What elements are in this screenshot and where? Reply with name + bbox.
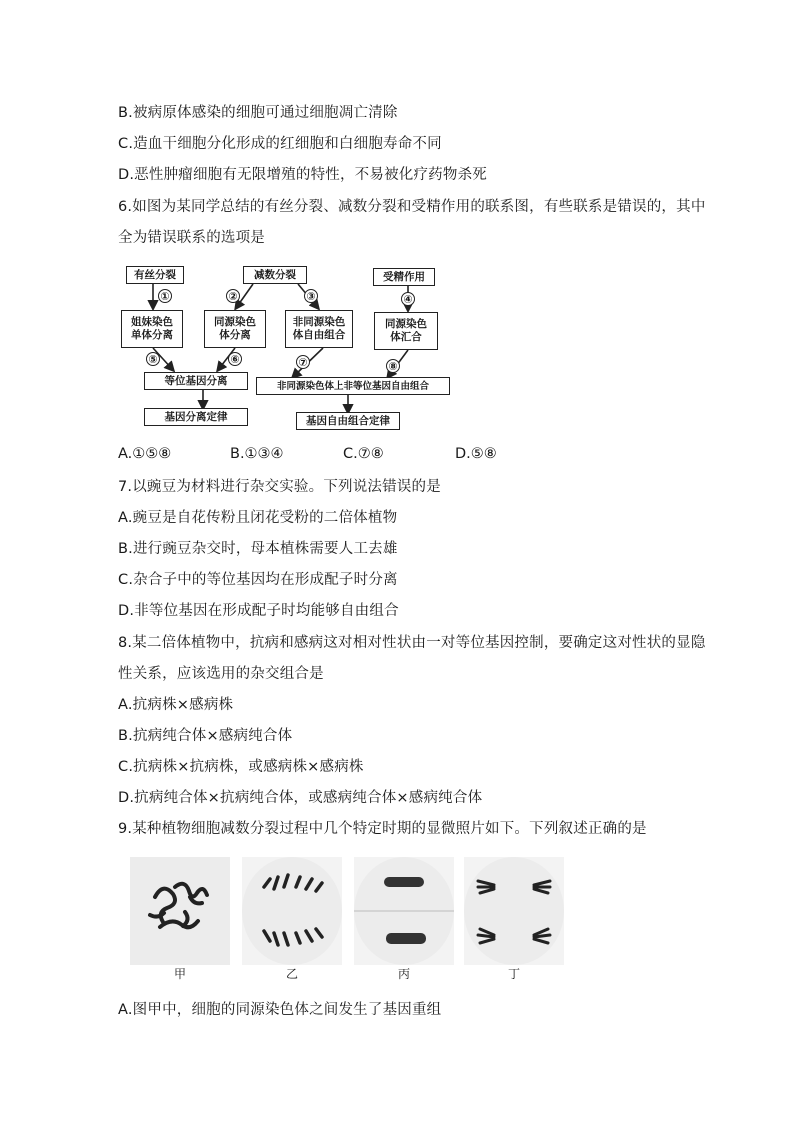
q8-option-c: C.抗病株×抗病株，或感病株×感病株	[118, 759, 364, 775]
meiosis-micrographs	[130, 857, 562, 979]
q6-option-d: D.⑤⑧	[455, 446, 497, 462]
q6-option-a: A.①⑤⑧	[118, 446, 172, 462]
q8-option-b: B.抗病纯合体×感病纯合体	[118, 728, 293, 744]
q6-stem-line1: 6.如图为某同学总结的有丝分裂、减数分裂和受精作用的联系图，有些联系是错误的，其中	[118, 199, 706, 215]
nonallele-combination-box: 非同源染色体上非等位基因自由组合	[256, 377, 450, 395]
micrograph-ding	[464, 857, 564, 965]
chromosome-tangle-image	[130, 857, 230, 965]
q8-stem-line2: 性关系，应该选用的杂交组合是	[118, 666, 324, 682]
caption-bing: 丙	[397, 967, 410, 981]
micrograph-yi	[242, 857, 342, 965]
law-of-segregation-box: 基因分离定律	[144, 408, 248, 426]
homolog-separation-box: 同源染色 体分离	[204, 310, 266, 348]
marker-7: ⑦	[296, 355, 310, 369]
q5-option-c: C.造血干细胞分化形成的红细胞和白细胞寿命不同	[118, 136, 442, 152]
marker-5: ⑤	[146, 352, 160, 366]
marker-2: ②	[226, 289, 240, 303]
marker-3: ③	[304, 289, 318, 303]
caption-yi: 乙	[285, 967, 298, 981]
fertilization-box: 受精作用	[373, 268, 435, 286]
mitosis-box: 有丝分裂	[126, 266, 184, 284]
meiosis-box: 减数分裂	[243, 266, 307, 284]
q7-stem: 7.以豌豆为材料进行杂交实验。下列说法错误的是	[118, 479, 441, 495]
q6-stem-line2: 全为错误联系的选项是	[118, 230, 265, 246]
homolog-joining-box: 同源染色 体汇合	[374, 312, 438, 350]
q8-option-a: A.抗病株×感病株	[118, 697, 234, 713]
q7-option-a: A.豌豆是自花传粉且闭花受粉的二倍体植物	[118, 510, 398, 526]
marker-1: ①	[158, 289, 172, 303]
q9-stem: 9.某种植物细胞减数分裂过程中几个特定时期的显微照片如下。下列叙述正确的是	[118, 821, 647, 837]
q8-option-d: D.抗病纯合体×抗病纯合体，或感病纯合体×感病纯合体	[118, 790, 483, 806]
sister-chromatid-separation-box: 姐妹染色 单体分离	[121, 310, 183, 348]
q8-stem-line1: 8.某二倍体植物中，抗病和感病这对相对性状由一对等位基因控制，要确定这对性状的显隐	[118, 635, 706, 651]
marker-4: ④	[401, 292, 415, 306]
two-nuclei-image	[354, 857, 454, 965]
four-chromosome-groups-image	[464, 857, 564, 965]
marker-6: ⑥	[228, 352, 242, 366]
q7-option-b: B.进行豌豆杂交时，母本植株需要人工去雄	[118, 541, 398, 557]
marker-8: ⑧	[386, 359, 400, 373]
caption-jia: 甲	[173, 967, 186, 981]
division-relation-diagram	[118, 262, 450, 437]
q6-options	[118, 446, 678, 466]
q7-option-c: C.杂合子中的等位基因均在形成配子时分离	[118, 572, 398, 588]
q6-option-b: B.①③④	[230, 446, 284, 462]
q9-option-a: A.图甲中，细胞的同源染色体之间发生了基因重组	[118, 1002, 442, 1018]
q5-option-b: B.被病原体感染的细胞可通过细胞凋亡清除	[118, 105, 398, 121]
law-of-independent-assortment-box: 基因自由组合定律	[296, 412, 400, 430]
q7-option-d: D.非等位基因在形成配子时均能够自由组合	[118, 603, 399, 619]
q5-option-d: D.恶性肿瘤细胞有无限增殖的特性，不易被化疗药物杀死	[118, 167, 487, 183]
q6-option-c: C.⑦⑧	[343, 446, 384, 462]
allele-separation-box: 等位基因分离	[144, 372, 248, 390]
paired-chromosome-groups-image	[242, 857, 342, 965]
caption-ding: 丁	[507, 967, 520, 981]
nonhomolog-combination-box: 非同源染色 体自由组合	[285, 310, 353, 348]
micrograph-bing	[354, 857, 454, 965]
micrograph-jia	[130, 857, 230, 965]
